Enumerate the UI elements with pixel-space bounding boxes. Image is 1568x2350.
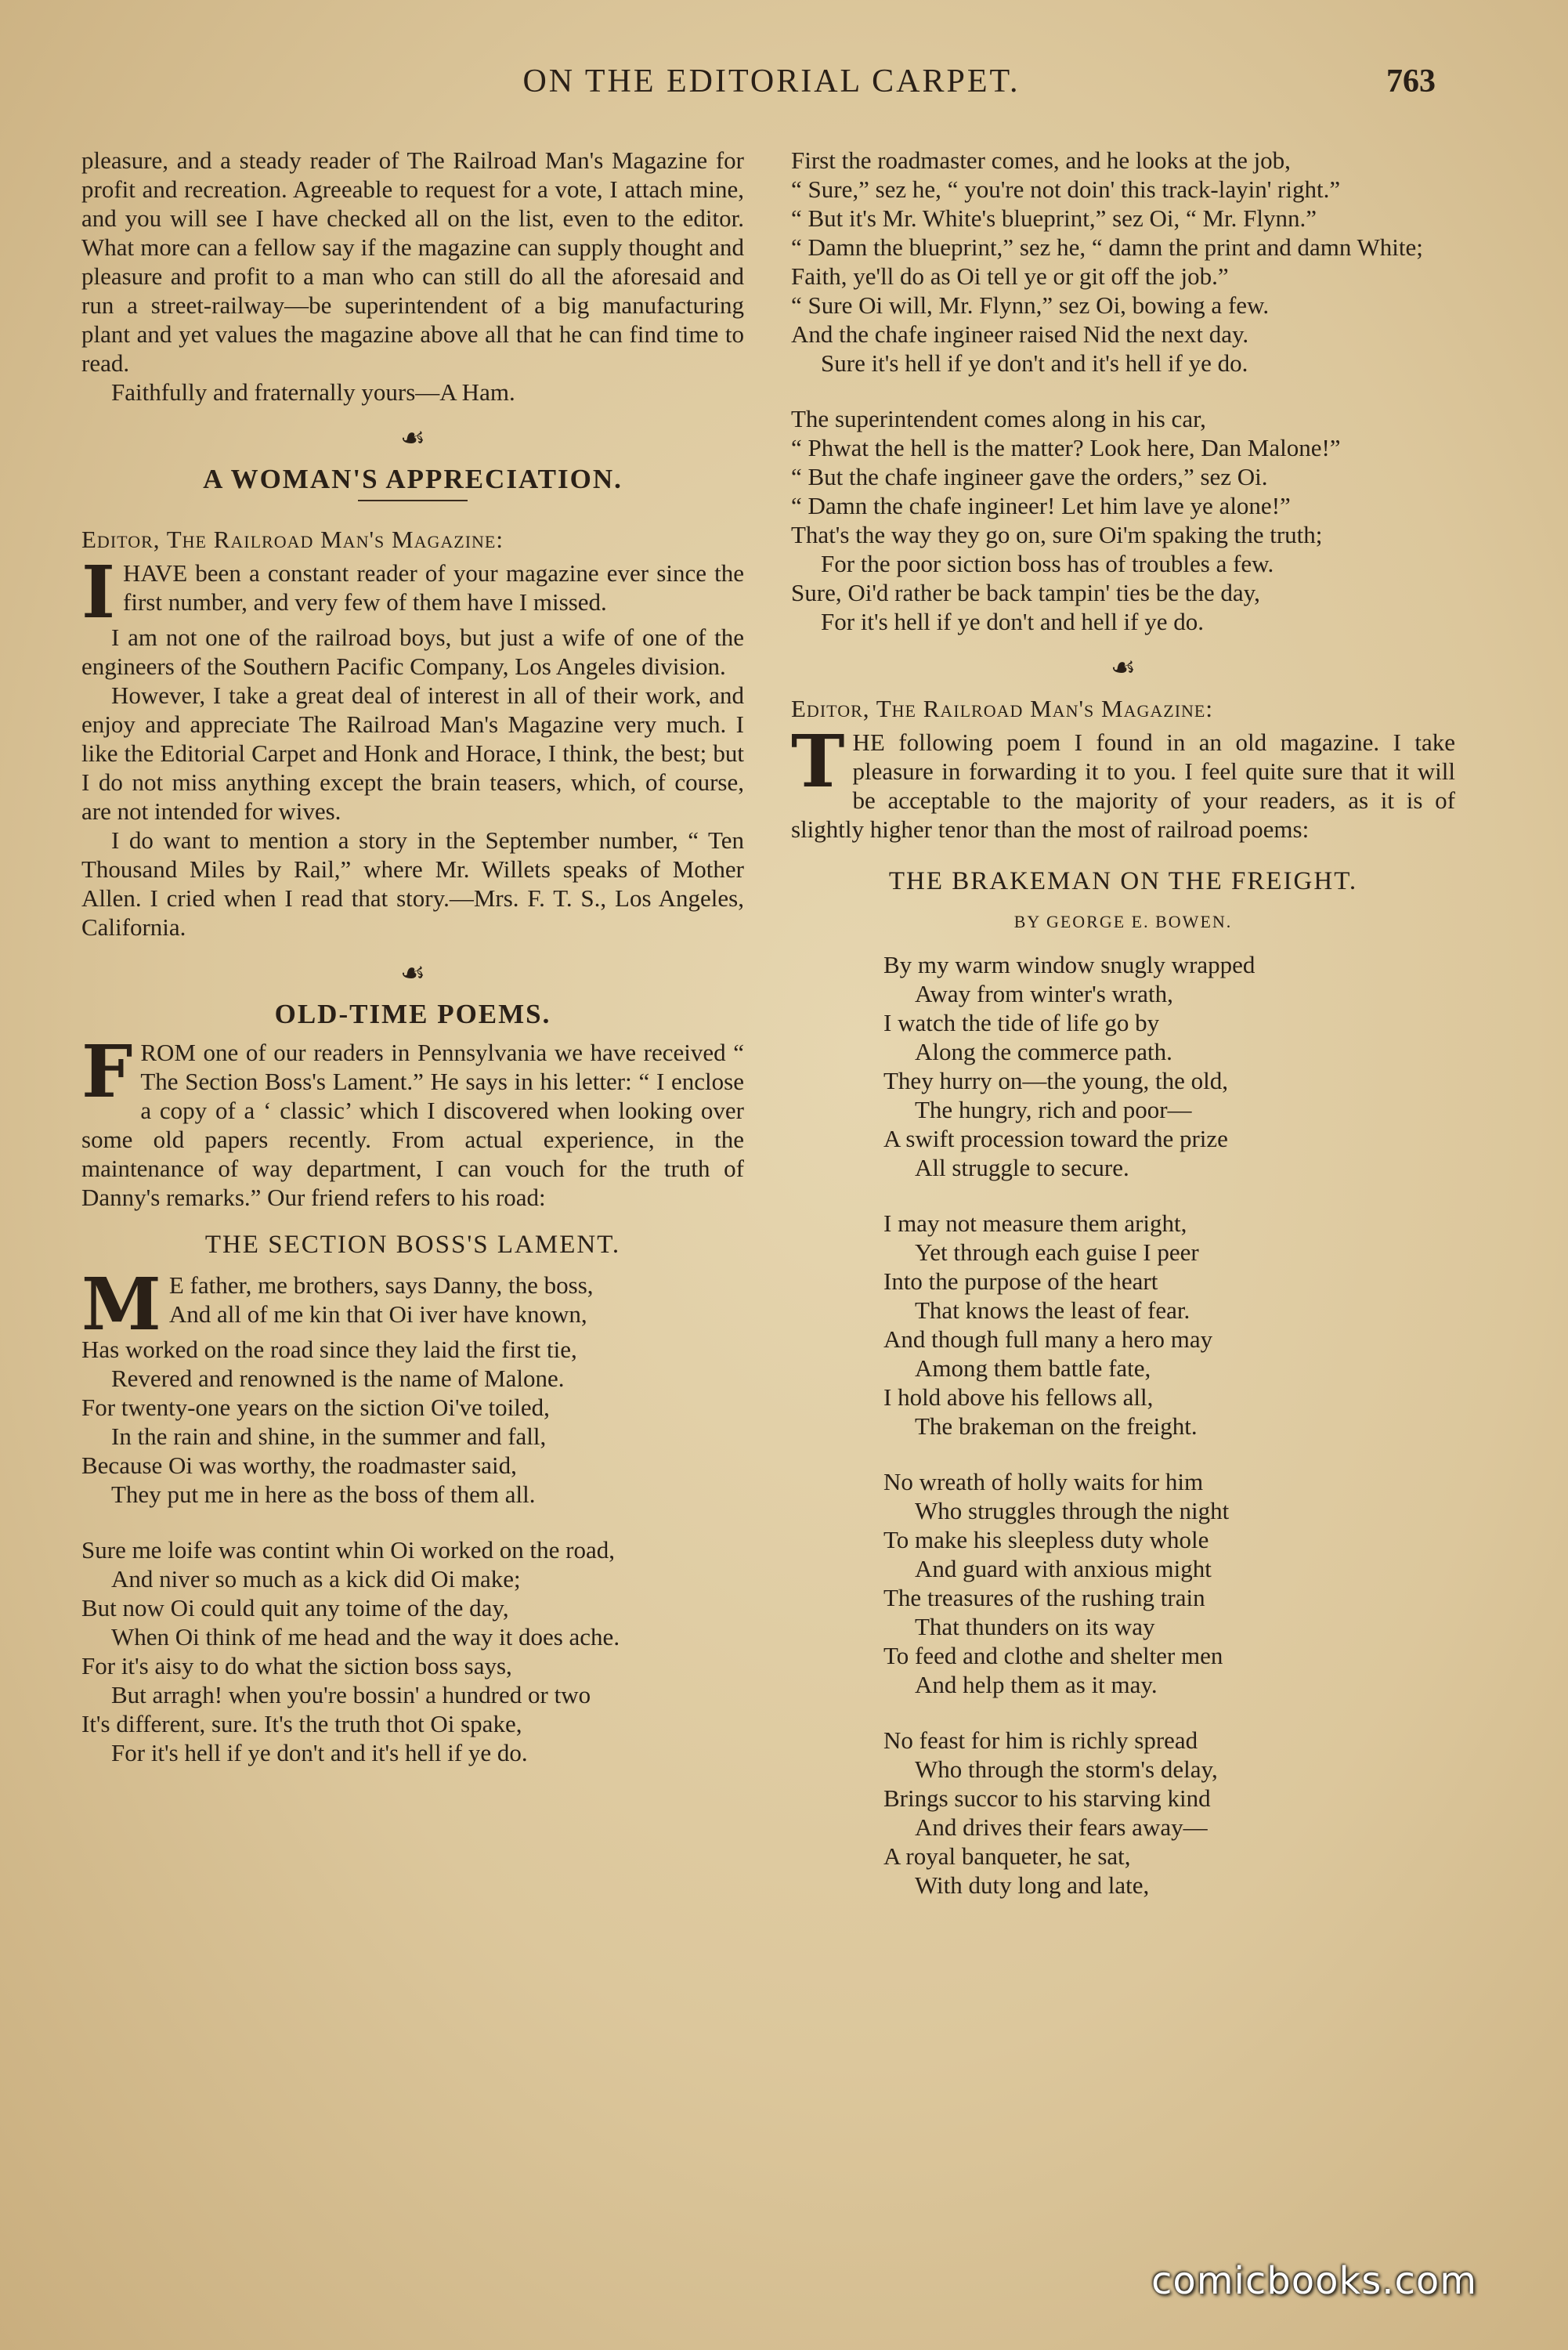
poem-line: First the roadmaster comes, and he looks at the job, <box>791 146 1291 174</box>
poem-line: No feast for him is richly spread <box>883 1726 1198 1754</box>
poem-line: But arragh! when you're bossin' a hundred or two <box>111 1681 591 1708</box>
section-heading-old-time-poems: OLD-TIME POEMS. <box>274 999 551 1029</box>
poem-line: E father, me brothers, says Danny, the boss, <box>168 1271 594 1299</box>
running-header: ON THE EDITORIAL CARPET. <box>522 63 1021 99</box>
poem-line: By my warm window snugly wrapped <box>883 951 1255 978</box>
womans-letter-p2: I am not one of the railroad boys, but just a wife of one of the engineers of the Southern Pacific Company, Los Angeles division. <box>81 624 744 680</box>
letter-continuation: pleasure, and a steady reader of The Railroad Man's Magazine for profit and recreation. Agreeable to request for a vote, I attach mine, and you will see I have checked all on the list, even to the editor. What more can a fellow say if the magazine can supply thought and pleasure and profit to a man who can still do all the aforesaid and run a street-railway—be superintendent of a big manufacturing plant and yet values the magazine above all that he can find time to read. <box>81 146 744 377</box>
poem-line: For it's hell if ye don't and hell if ye do. <box>821 608 1205 635</box>
fleuron-ornament: ☙ <box>1110 652 1136 683</box>
poem-line: For it's hell if ye don't and it's hell if ye do. <box>111 1739 528 1766</box>
poem-line: Faith, ye'll do as Oi tell ye or git off the job.” <box>791 262 1229 290</box>
poem-line: Among them battle fate, <box>915 1354 1151 1382</box>
poem-line: The hungry, rich and poor— <box>915 1096 1192 1123</box>
poem-line: That's the way they go on, sure Oi'm spaking the truth; <box>791 521 1323 548</box>
poem-line: All struggle to secure. <box>915 1154 1129 1181</box>
poem-line: Brings succor to his starving kind <box>883 1784 1211 1812</box>
old-time-poems-intro <box>81 1038 744 1212</box>
poem-line: But now Oi could quit any toime of the day, <box>81 1594 509 1622</box>
section-heading-womans-appreciation: A WOMAN'S APPRECIATION. <box>203 464 623 494</box>
right-column <box>791 146 1455 1900</box>
stanza-break <box>81 1509 744 1535</box>
womans-letter-opening <box>81 559 744 623</box>
poem-line: “ Phwat the hell is the matter? Look here, Dan Malone!” <box>791 434 1341 461</box>
fleuron-ornament: ☙ <box>399 422 426 454</box>
drop-cap: F <box>81 1038 133 1114</box>
site-watermark: comicbooks.com <box>1151 2259 1478 2303</box>
poem-line: “ Sure Oi will, Mr. Flynn,” sez Oi, bowing a few. <box>791 291 1270 319</box>
poem-line: Sure it's hell if ye don't and it's hell if ye do. <box>821 349 1248 377</box>
poem-byline: BY GEORGE E. BOWEN. <box>1013 912 1233 931</box>
poem-line: When Oi think of me head and the way it does ache. <box>111 1623 620 1650</box>
drop-cap: M <box>81 1271 161 1335</box>
poem-line: That thunders on its way <box>915 1613 1155 1640</box>
poem-line: They put me in here as the boss of them all. <box>111 1480 536 1508</box>
poem-line: Revered and renowned is the name of Malone. <box>111 1365 565 1392</box>
poem-line: I watch the tide of life go by <box>883 1009 1160 1036</box>
poem-line: And the chafe ingineer raised Nid the next day. <box>791 320 1249 348</box>
poem-line: “ Damn the chafe ingineer! Let him lave ye alone!” <box>791 492 1291 519</box>
poem-line: That knows the least of fear. <box>915 1296 1190 1324</box>
left-column <box>81 146 744 1767</box>
poem-line: The brakeman on the freight. <box>915 1412 1198 1440</box>
poem-line: With duty long and late, <box>915 1871 1150 1899</box>
poem-line: Away from winter's wrath, <box>915 980 1173 1007</box>
poem-line: No wreath of holly waits for him <box>883 1468 1204 1495</box>
poem-line: In the rain and shine, in the summer and fall, <box>111 1423 547 1450</box>
poem-line: It's different, sure. It's the truth thot Oi spake, <box>81 1710 522 1737</box>
poem-line: A royal banqueter, he sat, <box>883 1842 1131 1870</box>
poem-line: And though full many a hero may <box>883 1325 1213 1353</box>
poem-line: And niver so much as a kick did Oi make; <box>111 1565 521 1593</box>
stanza-break <box>791 378 1455 404</box>
editor-salutation: Editor, The Railroad Man's Magazine: <box>791 695 1213 722</box>
poem-line: Sure, Oi'd rather be back tampin' ties be the day, <box>791 579 1260 606</box>
old-time-poems-p1: ROM one of our readers in Pennsylvania we have received “ The Section Boss's Lament.” He says in his letter: “ I enclose a copy of a ‘ classic’ which I discovered when looking over some old papers recently. From actual experience, in the maintenance of way department, I can vouch for the truth of Danny's remarks.” Our friend refers to his road: <box>81 1039 744 1211</box>
poem-line: Yet through each guise I peer <box>915 1238 1199 1266</box>
poem-line: Because Oi was worthy, the roadmaster said, <box>81 1452 517 1479</box>
heading-rule <box>358 500 468 501</box>
fleuron-ornament: ☙ <box>399 957 426 989</box>
poem-opening <box>81 1271 744 1335</box>
womans-letter-p3: However, I take a great deal of interest in all of their work, and enjoy and appreciate The Railroad Man's Magazine very much. I like the Editorial Carpet and Honk and Horace, I think, the best; but I do not miss anything except the brain teasers, which, of course, are not intended for wives. <box>81 682 744 825</box>
poem-line: And help them as it may. <box>915 1671 1158 1698</box>
brakeman-letter <box>791 728 1455 844</box>
poem-line: And drives their fears away— <box>915 1813 1208 1841</box>
poem-line: To feed and clothe and shelter men <box>883 1642 1223 1669</box>
poem-section-boss <box>81 1271 744 1767</box>
poem-line: “ Damn the blueprint,” sez he, “ damn the print and damn White; <box>791 233 1423 261</box>
poem-line: Along the commerce path. <box>915 1038 1172 1065</box>
poem-line: Who struggles through the night <box>915 1497 1230 1524</box>
poem-line: And guard with anxious might <box>915 1555 1212 1582</box>
brakeman-letter-p1: HE following poem I found in an old magazine. I take pleasure in forwarding it to you. I feel quite sure that it will be acceptable to the majority of your readers, as it is of slightly higher tenor than the most of railroad poems: <box>791 728 1455 843</box>
poem-line: The treasures of the rushing train <box>883 1584 1205 1611</box>
womans-letter-p4: I do want to mention a story in the September number, “ Ten Thousand Miles by Rail,” where Mr. Willets speaks of Mother Allen. I cried when I read that story.—Mrs. F. T. S., Los Angeles, California. <box>81 826 744 941</box>
poem-line: A swift procession toward the prize <box>883 1125 1228 1152</box>
poem-line: To make his sleepless duty whole <box>883 1526 1209 1553</box>
stanza-break <box>883 1699 1455 1726</box>
poem-line: Sure me loife was contint whin Oi worked on the road, <box>81 1536 615 1564</box>
poem-line: “ But it's Mr. White's blueprint,” sez Oi, “ Mr. Flynn.” <box>791 204 1317 232</box>
womans-letter-p1: HAVE been a constant reader of your magazine ever since the first number, and very few of them have I missed. <box>123 559 744 616</box>
poem-line: “ Sure,” sez he, “ you're not doin' this track-layin' right.” <box>791 175 1341 203</box>
editor-salutation: Editor, The Railroad Man's Magazine: <box>81 526 504 553</box>
poem-line: The superintendent comes along in his car, <box>791 405 1206 432</box>
poem-line: For it's aisy to do what the siction boss says, <box>81 1652 512 1679</box>
poem-line: And all of me kin that Oi iver have known, <box>168 1300 587 1328</box>
letter-signature: Faithfully and fraternally yours—A Ham. <box>111 378 515 406</box>
poem-title-brakeman: THE BRAKEMAN ON THE FREIGHT. <box>888 867 1358 895</box>
poem-line: They hurry on—the young, the old, <box>883 1067 1228 1094</box>
poem-line: “ But the chafe ingineer gave the orders,” sez Oi. <box>791 463 1268 490</box>
poem-line: Has worked on the road since they laid the first tie, <box>81 1336 577 1363</box>
poem-title-section-boss: THE SECTION BOSS'S LAMENT. <box>204 1231 621 1259</box>
poem-line: For the poor siction boss has of troubles a few. <box>821 550 1274 577</box>
poem-line: Into the purpose of the heart <box>883 1267 1158 1295</box>
poem-brakeman <box>791 950 1455 1900</box>
poem-section-boss-continued <box>791 146 1455 636</box>
stanza-break <box>883 1441 1455 1467</box>
stanza-break <box>883 1182 1455 1209</box>
poem-line: For twenty-one years on the siction Oi've toiled, <box>81 1394 550 1421</box>
page-number: 763 <box>1386 63 1436 99</box>
drop-cap: I <box>81 559 116 623</box>
poem-line: I may not measure them aright, <box>883 1209 1187 1237</box>
poem-line: I hold above his fellows all, <box>883 1383 1154 1411</box>
poem-line: Who through the storm's delay, <box>915 1755 1218 1783</box>
drop-cap: T <box>791 728 845 804</box>
